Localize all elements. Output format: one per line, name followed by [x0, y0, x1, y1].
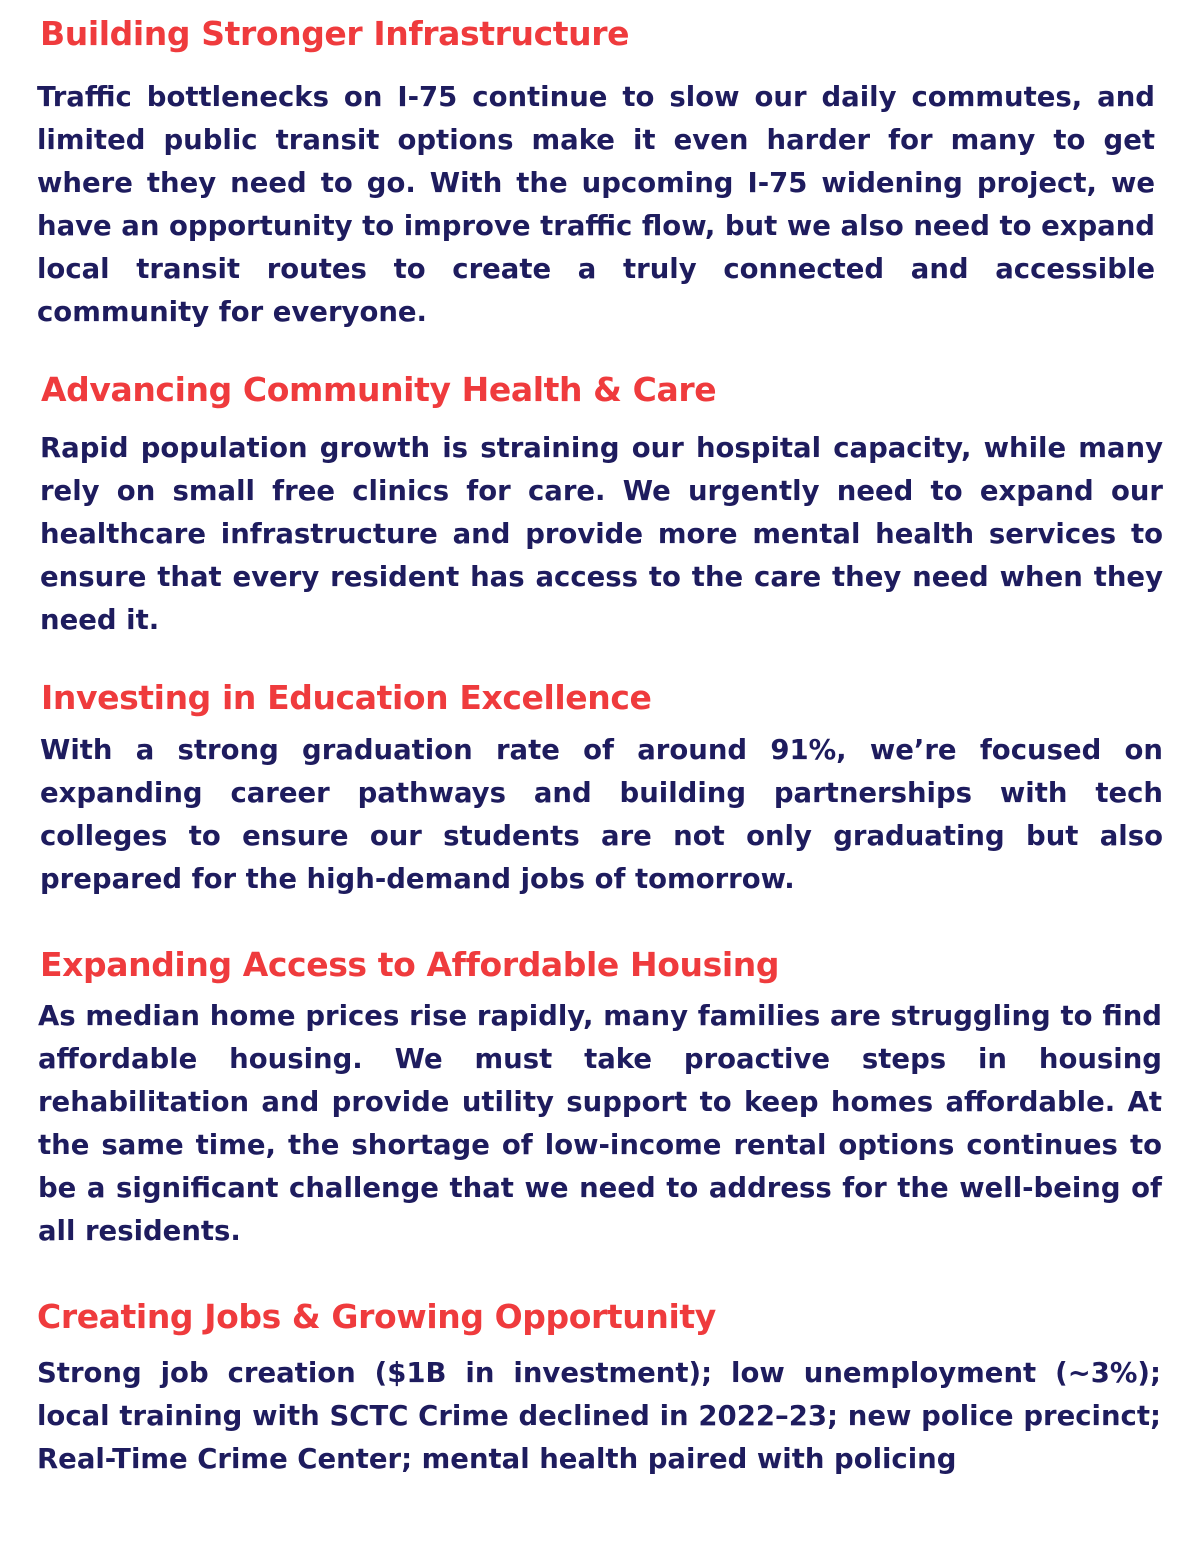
section-heading: Building Stronger Infrastructure: [40, 14, 630, 53]
section-body: As median home prices rise rapidly, many families are struggling to find affordable housing. We must take proactive steps in housing rehabilitation and provide utility support to keep homes affordable. At the same time, the shortage of low-income rental options continues to be a significant challenge that we need to address for the well-being of all residents.: [38, 1000, 1162, 1247]
section-heading: Advancing Community Health & Care: [41, 370, 717, 409]
section-body: Strong job creation ($1B in investment); low unemployment (~3%); local training with SCTC Crime declined in 2022–23; new police precinct; Real-Time Crime Center; mental health paired with policing: [37, 1357, 1161, 1475]
section-heading: Creating Jobs & Growing Opportunity: [37, 1297, 716, 1336]
section-body: Traffic bottlenecks on I-75 continue to slow our daily commutes, and limited public transit options make it even harder for many to get where they need to go. With the upcoming I-75 widening project, we have an opportunity to improve traffic flow, but we also need to expand local transit routes to create a truly connected and accessible community for everyone.: [37, 81, 1155, 328]
section-heading: Expanding Access to Affordable Housing: [40, 945, 780, 984]
section-body: Rapid population growth is straining our hospital capacity, while many rely on small free clinics for care. We urgently need to expand our healthcare infrastructure and provide more mental health services to ensure that every resident has access to the care they need when they need it.: [40, 432, 1163, 636]
section-heading: Investing in Education Excellence: [41, 678, 652, 717]
section-body: With a strong graduation rate of around 91%, we’re focused on expanding career pathways and building partnerships with tech colleges to ensure our students are not only graduating but also prepared for the high-demand jobs of tomorrow.: [40, 734, 1163, 895]
